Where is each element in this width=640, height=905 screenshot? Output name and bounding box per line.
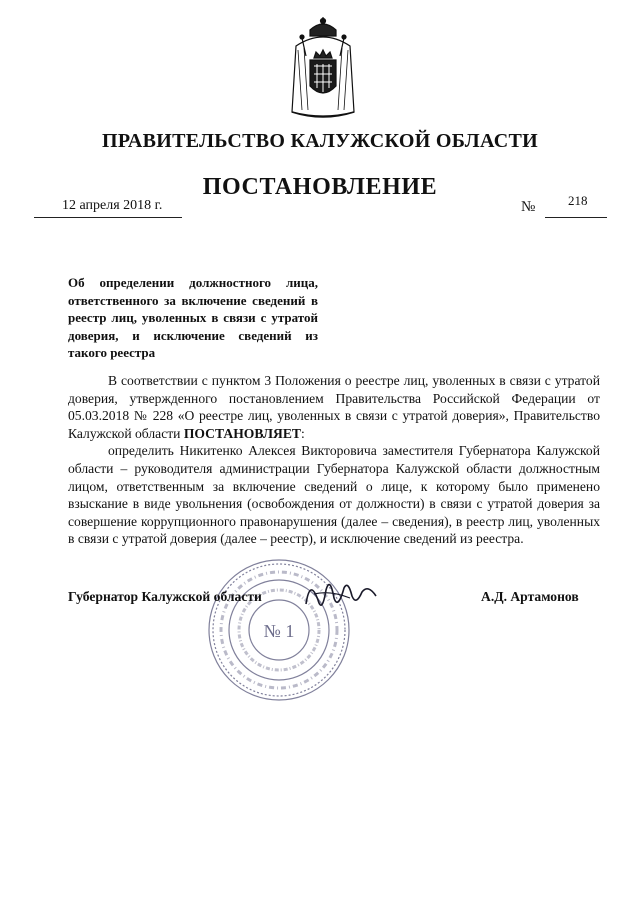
handwritten-signature [300,570,380,620]
body-paragraph-1 [68,372,600,442]
document-date: 12 апреля 2018 г. [62,198,163,213]
document-body [68,372,600,548]
date-underline [34,217,182,218]
coat-of-arms-icon [286,16,360,124]
document-type-title: ПОСТАНОВЛЕНИЕ [202,174,438,200]
seal-center-text: № 1 [263,621,295,641]
signer-position: Губернатор Калужской области [68,589,262,604]
number-underline [545,217,607,218]
number-sign: № [521,199,536,215]
paragraph-1-end: : [300,425,305,441]
document-subject: Об определении должностного лица, ответственного за включение сведений в реестр лиц, уволенных в связи с утратой доверия, и исключение сведений из такого реестра [68,275,318,360]
body-paragraph-2: определить Никитенко Алексея Викторовича заместителя Губернатора Калужской области – руководителя администрации Губернатора Калужской области должностным лицом, ответственным за включение сведений о лице, к которому было применено взыскание в виде увольнения (освобождения от должности) в связи с утратой доверия за совершение коррупционного правонарушения (далее – сведения), в реестр лиц, уволенных в связи с утратой доверия (далее – реестр), и исключение сведений из реестра. [68,443,600,547]
government-title: ПРАВИТЕЛЬСТВО КАЛУЖСКОЙ ОБЛАСТИ [102,130,538,152]
resolution-keyword: ПОСТАНОВЛЯЕТ [183,425,301,441]
paragraph-1-text: В соответствии с пунктом 3 Положения о реестре лиц, уволенных в связи с утратой доверия, утвержденного постановлением Правительства Российской Федерации от 05.03.2018 № 228 «О реестре лиц, уволенных в связи с утратой доверия», Правительство Калужской области [68,373,600,441]
document-number: 218 [568,193,588,208]
signer-name: А.Д. Артамонов [481,589,579,604]
